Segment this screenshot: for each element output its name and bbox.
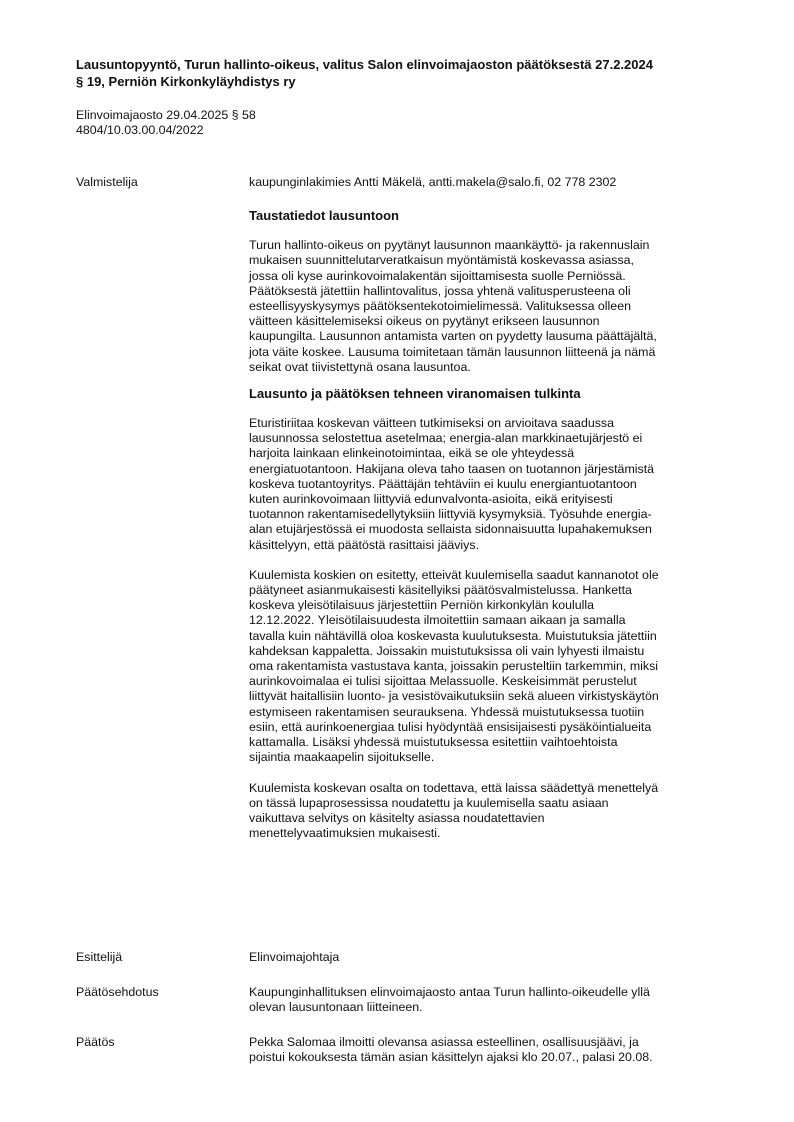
proposal-text [249, 985, 741, 1015]
text-line: kaupungilta. Lausunnon antamista varten on pyydetty lausuma päättäjältä, [249, 329, 657, 344]
preparer-info: kaupunginlakimies Antti Mäkelä, antti.makela@salo.fi, 02 778 2302 [249, 175, 617, 189]
text-line: seikat ovat tiivistettynä osana lausuntoa. [249, 359, 471, 374]
text-line: mukaisen suunnittelutarveratkaisun myöntämistä koskevassa asiassa, [249, 253, 634, 268]
text-line: esiin, että aurinkoenergiaa tulisi hyödyntää ensisijaisesti pysäköintialueita [249, 719, 652, 734]
title-line: § 19, Perniön Kirkonkyläyhdistys ry [76, 74, 296, 89]
text-line: kattamalla. Lisäksi yhdessä muistutuksessa esitettiin vaihtoehtoista [249, 735, 618, 750]
record-number: 4804/10.03.00.04/2022 [76, 123, 204, 138]
text-line: päätyneet asianmukaisesti käsitellyiksi päätösvalmistelussa. Hanketta [249, 583, 632, 598]
text-line: Eturistiriitaa koskevan väitteen tutkimiseksi on arvioitava saadussa [249, 416, 615, 431]
text-line: koskeva tuotantoyritys. Päättäjän tehtäviin ei kuulu energiantuotantoon [249, 476, 637, 491]
text-line: Päätöksestä jätettiin hallintovalitus, jossa yhtenä valitusperusteena oli [249, 283, 631, 298]
text-line: jossa oli kyse aurinkovoimalakentän sijoittamisesta suolle Perniössä. [249, 268, 626, 283]
section-heading: Lausunto ja päätöksen tehneen viranomaisen tulkinta [249, 386, 581, 402]
paragraph-hearing [249, 568, 741, 766]
meeting-info: Elinvoimajaosto 29.04.2025 § 58 [76, 108, 256, 122]
section-content [249, 175, 741, 841]
section-label: Päätös [76, 1035, 115, 1049]
text-line: aurinkovoimalaa ei tulisi sijoittaa Melassuolle. Keskeisimmät perustelut [249, 674, 637, 689]
text-line: kahdeksan kappaletta. Joissakin muistutuksissa oli vain lyhyesti ilmaistu [249, 643, 645, 658]
meeting-reference [76, 108, 476, 138]
text-line: tuotannon rakentamisedellytyksiin liittyviä kysymyksiä. Työsuhde energia- [249, 507, 652, 522]
section-label: Päätösehdotus [76, 985, 159, 999]
presenter-value: Elinvoimajohtaja [249, 950, 340, 964]
text-line: olevan lausuntonaan liitteineen. [249, 1000, 423, 1015]
text-line: Kaupunginhallituksen elinvoimajaosto antaa Turun hallinto-oikeudelle yllä [249, 985, 650, 999]
paragraph-background [249, 238, 741, 375]
title-line: Lausuntopyyntö, Turun hallinto-oikeus, valitus Salon elinvoimajaoston päätöksestä 27.2.2024 [76, 57, 653, 72]
text-line: alan etujärjestössä ei muodosta sellaista sidonnaisuutta lupahakemuksen [249, 522, 652, 537]
paragraph-conflict-of-interest [249, 416, 741, 553]
text-line: käsittelyyn, että päätöstä rasittaisi jääviys. [249, 537, 480, 552]
text-line: energiatuotantoon. Hakijana oleva taho taasen on tuotannon järjestämistä [249, 461, 655, 476]
section-label: Valmistelija [76, 175, 138, 189]
text-line: Pekka Salomaa ilmoitti olevansa asiassa esteellinen, osallisuusjäävi, ja [249, 1035, 639, 1049]
section-label: Esittelijä [76, 950, 123, 964]
text-line: menettelyvaatimuksien mukaisesti. [249, 826, 441, 841]
text-line: esteellisyyskysymys päätöksentekotoimielimessä. Valituksessa olleen [249, 299, 631, 314]
text-line: Turun hallinto-oikeus on pyytänyt lausunnon maankäyttö- ja rakennuslain [249, 238, 650, 253]
text-line: liittyvät haitallisiin luonto- ja vesistövaikutuksiin sekä alueen virkistyskäytön [249, 689, 659, 704]
document-title [76, 56, 746, 90]
text-line: oma rakentamista vastustava kanta, joissakin perusteltiin tarkemmin, miksi [249, 659, 659, 674]
text-line: tavalla kuin nähtävillä oloa koskevasta kuulutuksesta. Muistutuksia jätettiin [249, 628, 657, 643]
text-line: Kuulemista koskien on esitetty, etteivät kuulemisella saadut kannanotot ole [249, 567, 659, 582]
text-line: vaikuttava selvitys on käsitelty asiassa noudatettavien [249, 810, 545, 825]
text-line: on tässä lupaprosessissa noudatettu ja kuulemisella saatu asiaan [249, 795, 609, 810]
text-line: koskeva yleisötilaisuus järjestettiin Perniön kirkonkylän koululla [249, 598, 595, 613]
text-line: poistui kokouksesta tämän asian käsittelyn ajaksi klo 20.07., palasi 20.08. [249, 1050, 653, 1065]
text-line: 12.12.2022. Yleisötilaisuudesta ilmoitettiin samaan aikaan ja samalla [249, 613, 626, 628]
text-line: kuten aurinkovoimaan liittyviä edunvalvonta-asioita, eikä erityisesti [249, 492, 613, 507]
section-heading: Taustatiedot lausuntoon [249, 208, 399, 224]
decision-text [249, 1035, 741, 1065]
text-line: väitteen käsittelemiseksi oikeus on pyytänyt erikseen lausunnon [249, 314, 600, 329]
text-line: jota väite koskee. Lausuma toimitetaan tämän lausunnon liitteenä ja nämä [249, 344, 656, 359]
text-line: lausunnossa selostettua asetelmaa; energia-alan markkinaetujärjestö ei [249, 431, 643, 446]
text-line: estymiseen rakentamisen seurauksena. Yhdessä muistutuksessa tuotiin [249, 704, 645, 719]
text-line: Kuulemista koskevan osalta on todettava, että laissa säädettyä menettelyä [249, 780, 659, 795]
text-line: harjoita lainkaan elinkeinotoimintaa, eikä se ole yhteydessä [249, 446, 575, 461]
text-line: sijaintia maakaapelin sijoitukselle. [249, 750, 435, 765]
paragraph-hearing-conclusion [249, 781, 741, 842]
